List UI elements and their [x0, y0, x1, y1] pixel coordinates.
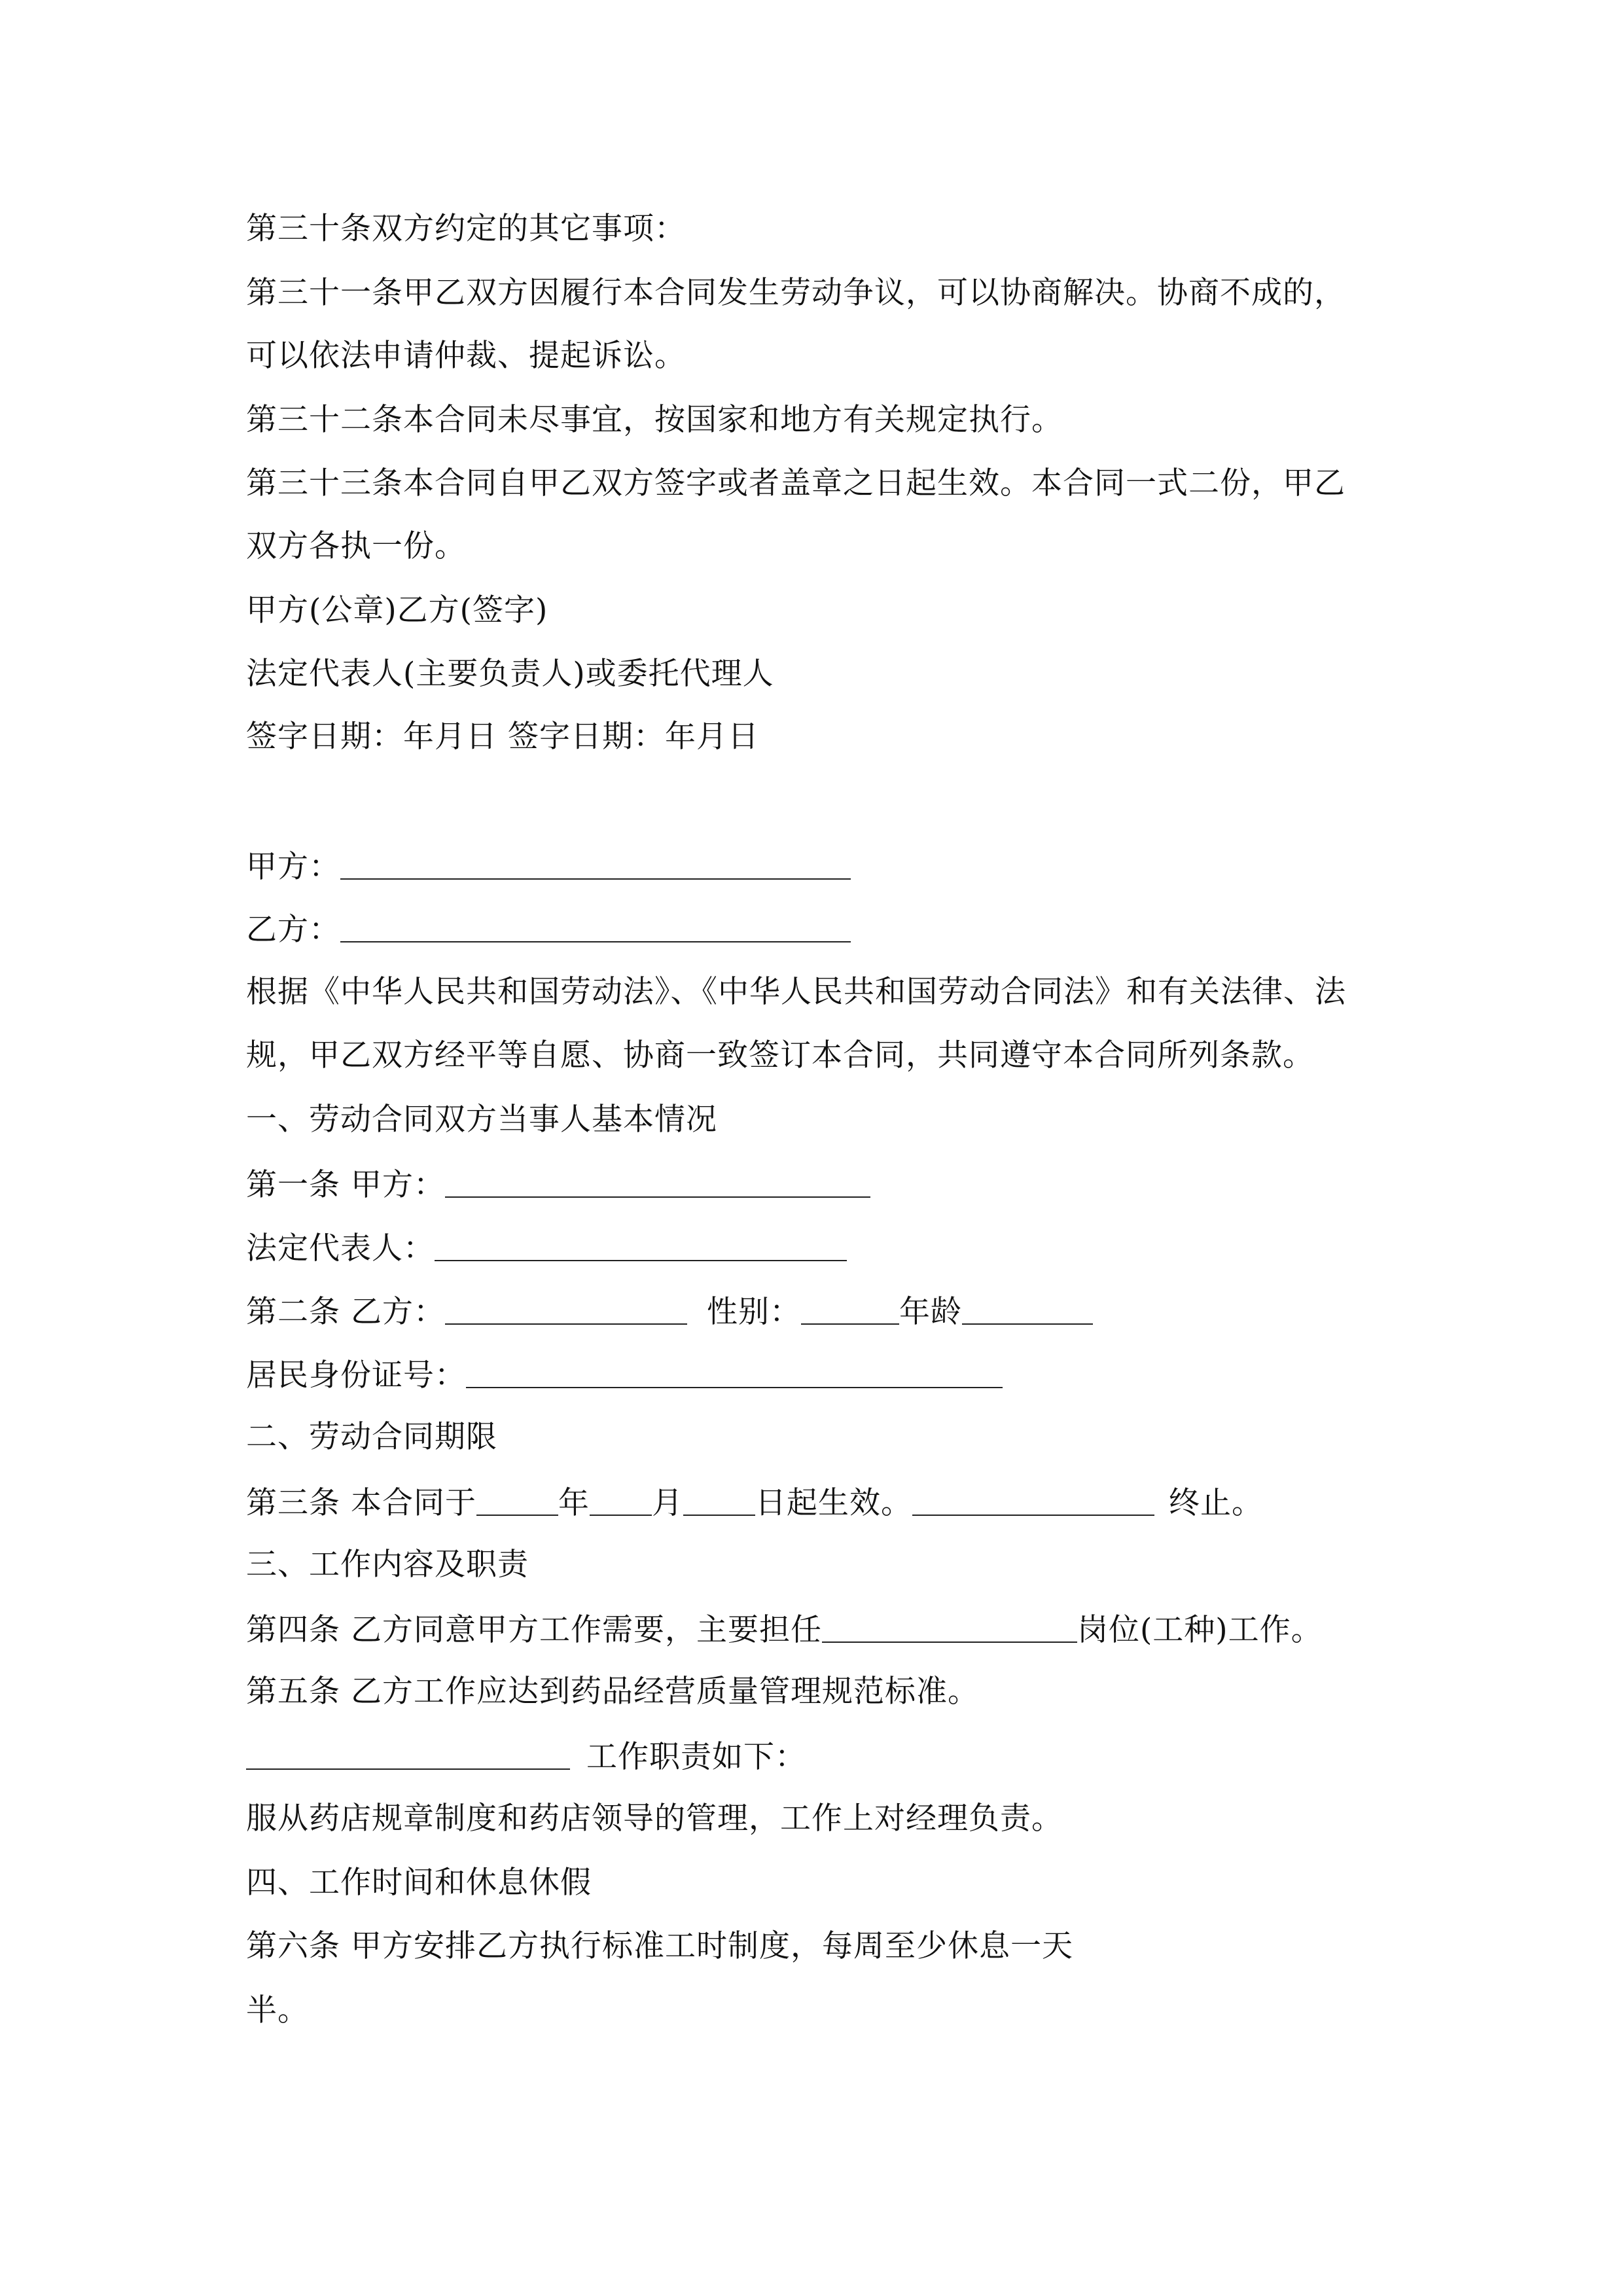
article-1-label: 第一条 甲方： — [246, 1167, 445, 1203]
legal-rep-row — [246, 1227, 847, 1268]
duties-text: 服从药店规章制度和药店领导的管理，工作上对经理负责。 — [246, 1801, 1063, 1837]
article-4-row — [246, 1609, 1323, 1650]
age-label: 年龄 — [899, 1294, 962, 1330]
year-label: 年 — [558, 1485, 590, 1521]
gender-field[interactable] — [801, 1293, 899, 1325]
party-a-row — [246, 846, 851, 887]
start-year-field[interactable] — [476, 1484, 558, 1516]
party-b-row — [246, 908, 851, 950]
legal-rep-field[interactable] — [435, 1230, 847, 1261]
position-field[interactable] — [822, 1611, 1077, 1643]
party-a-label: 甲方： — [246, 849, 340, 885]
start-day-field[interactable] — [683, 1484, 755, 1516]
end-date-field[interactable] — [912, 1484, 1154, 1516]
article-1-row — [246, 1164, 870, 1205]
signature-representative: 法定代表人(主要负责人)或委托代理人 — [246, 656, 774, 692]
article-2-label: 第二条 乙方： — [246, 1294, 445, 1330]
article-33-line-1: 第三十三条本合同自甲乙双方签字或者盖章之日起生效。本合同一式二份，甲乙 — [246, 465, 1346, 501]
section-2-title: 二、劳动合同期限 — [246, 1419, 497, 1455]
article-32: 第三十二条本合同未尽事宜，按国家和地方有关规定执行。 — [246, 402, 1063, 438]
section-3-title: 三、工作内容及职责 — [246, 1547, 529, 1583]
id-number-field[interactable] — [466, 1357, 1003, 1388]
section-4-title: 四、工作时间和休息休假 — [246, 1865, 592, 1901]
article-5: 第五条 乙方工作应达到药品经营质量管理规范标准。 — [246, 1674, 979, 1710]
id-row — [246, 1354, 1003, 1395]
article-2-row — [246, 1291, 1093, 1332]
party-b-label: 乙方： — [246, 912, 340, 948]
employee-name-field[interactable] — [445, 1293, 687, 1325]
article-30: 第三十条双方约定的其它事项： — [246, 211, 686, 247]
article-4-prefix: 第四条 乙方同意甲方工作需要，主要担任 — [246, 1612, 822, 1648]
duties-label: 工作职责如下： — [586, 1739, 806, 1775]
gender-label: 性别： — [706, 1294, 801, 1330]
article-31-line-1: 第三十一条甲乙双方因履行本合同发生劳动争议，可以协商解决。协商不成的， — [246, 275, 1346, 311]
end-label: 终止。 — [1168, 1485, 1263, 1521]
preamble-line-1: 根据《中华人民共和国劳动法》、《中华人民共和国劳动合同法》和有关法律、法 — [246, 974, 1346, 1010]
article-4-suffix: 岗位(工种)工作。 — [1077, 1612, 1323, 1648]
duties-field[interactable] — [246, 1738, 570, 1770]
month-label: 月 — [651, 1485, 683, 1521]
preamble-line-2: 规，甲乙双方经平等自愿、协商一致签订本合同，共同遵守本合同所列条款。 — [246, 1037, 1314, 1073]
employer-name-field[interactable] — [445, 1166, 870, 1198]
article-31-line-2: 可以依法申请仲裁、提起诉讼。 — [246, 338, 686, 374]
article-33-line-2: 双方各执一份。 — [246, 528, 466, 564]
age-field[interactable] — [962, 1293, 1093, 1325]
start-month-field[interactable] — [590, 1484, 652, 1516]
signature-dates: 签字日期：年月日 签字日期：年月日 — [246, 719, 759, 755]
party-a-field[interactable] — [340, 848, 851, 880]
section-1-title: 一、劳动合同双方当事人基本情况 — [246, 1102, 717, 1138]
article-6-line-2: 半。 — [246, 1992, 309, 2028]
legal-rep-label: 法定代表人： — [246, 1230, 435, 1266]
party-b-field[interactable] — [340, 911, 851, 942]
article-3-row — [246, 1482, 1263, 1523]
effective-label: 日起生效。 — [755, 1485, 912, 1521]
article-3-prefix: 第三条 本合同于 — [246, 1485, 476, 1521]
duties-row — [246, 1736, 806, 1777]
signature-parties: 甲方(公章)乙方(签字) — [246, 592, 548, 628]
article-6-line-1: 第六条 甲方安排乙方执行标准工时制度，每周至少休息一天 — [246, 1928, 1073, 1964]
id-label: 居民身份证号： — [246, 1357, 466, 1393]
